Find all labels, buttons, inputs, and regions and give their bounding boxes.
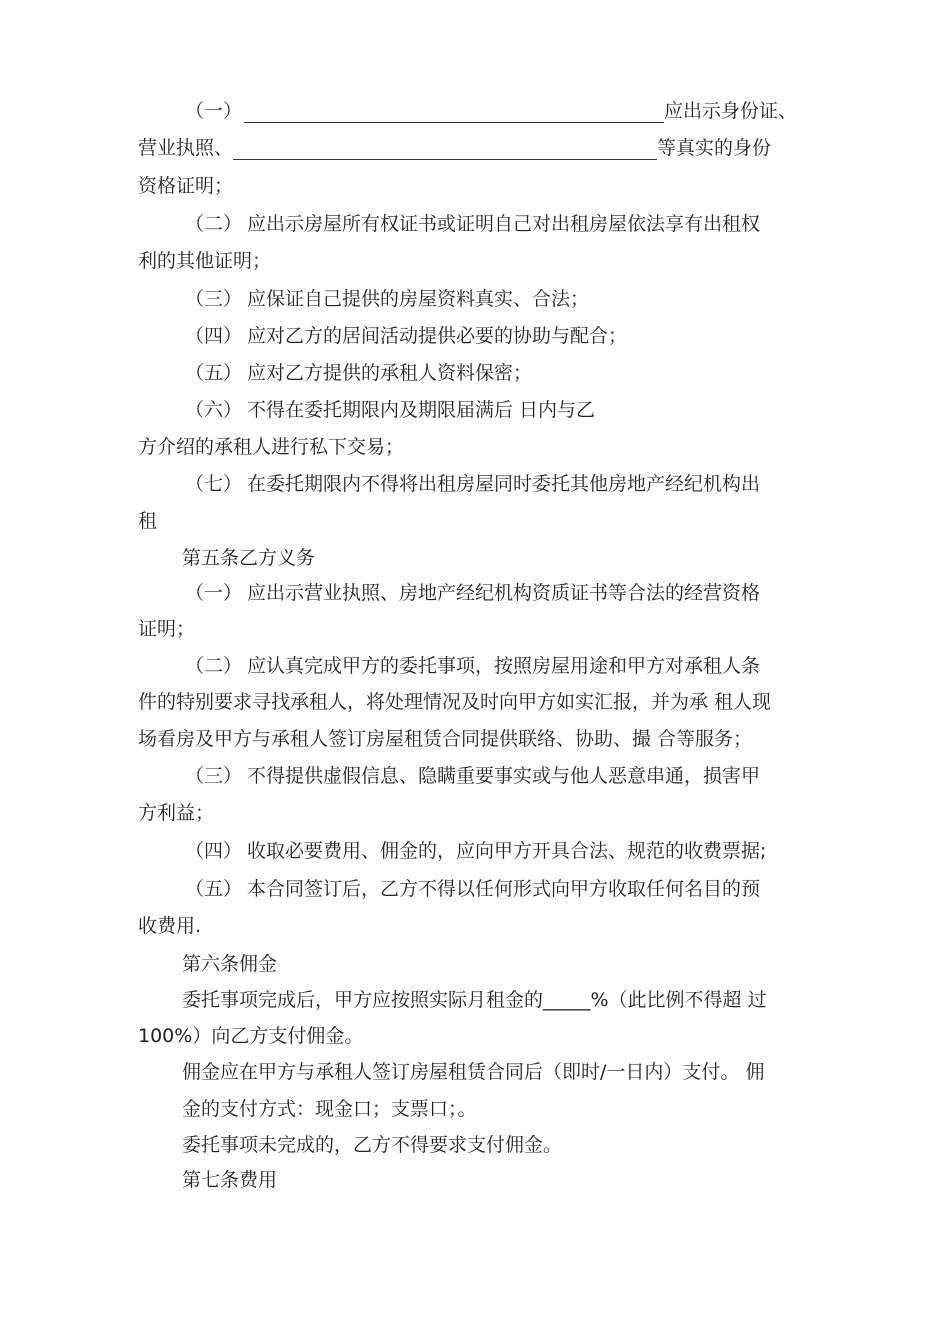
- commission-unfulfilled: 委托事项未完成的，乙方不得要求支付佣金。: [182, 1134, 563, 1156]
- art5-item-5-line-2: 收费用.: [138, 915, 202, 937]
- art5-item-4: （四） 收取必要费用、佣金的，应向甲方开具合法、规范的收费票据;: [185, 840, 767, 862]
- item-number: （五）: [185, 362, 243, 384]
- item-number: （三）: [185, 288, 243, 310]
- item-number: （一）: [185, 582, 243, 604]
- item-number: （二）: [185, 213, 243, 235]
- commission-timing-line-1: 佣金应在甲方与承租人签订房屋租赁合同后（即时/一日内）支付。 佣: [182, 1061, 765, 1083]
- item-number: （六）: [185, 399, 243, 421]
- art5-item-1-line-1: （一） 应出示营业执照、房地产经纪机构资质证书等合法的经营资格: [185, 582, 761, 604]
- item-4: （四） 应对乙方的居间活动提供必要的协助与配合；: [185, 325, 628, 347]
- item-number: （一）: [185, 100, 243, 122]
- item-6-line-2: 方介绍的承租人进行私下交易；: [138, 436, 405, 458]
- commission-rate-line-2: 100%）向乙方支付佣金。: [138, 1025, 364, 1047]
- item-1-line-2: 营业执照、 等真实的身份: [138, 137, 772, 159]
- art5-item-5-line-1: （五） 本合同签订后，乙方不得以任何形式向甲方收取任何名目的预: [185, 878, 761, 900]
- art5-item-3-line-2: 方利益；: [138, 802, 215, 824]
- article-6-title: 第六条佣金: [182, 953, 278, 975]
- art5-item-2-line-2: 件的特别要求寻找承租人，将处理情况及时向甲方如实汇报，并为承 租人现: [138, 691, 772, 713]
- item-6-line-1: （六） 不得在委托期限内及期限届满后 日内与乙: [185, 399, 596, 421]
- item-1-line-1: （一） 应出示身份证、: [185, 100, 798, 122]
- commission-rate-line-1: 委托事项完成后，甲方应按照实际月租金的_____%（此比例不得超 过: [182, 989, 767, 1011]
- article-7-title: 第七条费用: [182, 1169, 278, 1191]
- item-1-line-3: 资格证明；: [138, 175, 234, 197]
- item-7-line-1: （七） 在委托期限内不得将出租房屋同时委托其他房地产经纪机构出: [185, 473, 761, 495]
- item-7-line-2: 租: [138, 510, 158, 532]
- art5-item-1-line-2: 证明；: [138, 618, 196, 640]
- blank-field: [233, 139, 657, 160]
- commission-timing-line-2: 金的支付方式：现金口；支票口；。: [182, 1098, 477, 1120]
- item-number: （三）: [185, 765, 243, 787]
- blank-field: [244, 102, 664, 123]
- item-number: （五）: [185, 878, 243, 900]
- art5-item-2-line-3: 场看房及甲方与承租人签订房屋租赁合同提供联络、协助、撮 合等服务；: [138, 728, 753, 750]
- item-number: （四）: [185, 325, 243, 347]
- item-number: （二）: [185, 655, 243, 677]
- item-number: （四）: [185, 840, 243, 862]
- item-number: （七）: [185, 473, 243, 495]
- item-5: （五） 应对乙方提供的承租人资料保密；: [185, 362, 533, 384]
- item-2-line-1: （二） 应出示房屋所有权证书或证明自己对出租房屋依法享有出租权: [185, 213, 761, 235]
- item-2-line-2: 利的其他证明；: [138, 250, 272, 272]
- art5-item-3-line-1: （三） 不得提供虚假信息、隐瞒重要事实或与他人恶意串通，损害甲: [185, 765, 761, 787]
- art5-item-2-line-1: （二） 应认真完成甲方的委托事项，按照房屋用途和甲方对承租人条: [185, 655, 761, 677]
- item-3: （三） 应保证自己提供的房屋资料真实、合法；: [185, 288, 590, 310]
- article-5-title: 第五条乙方义务: [182, 547, 316, 569]
